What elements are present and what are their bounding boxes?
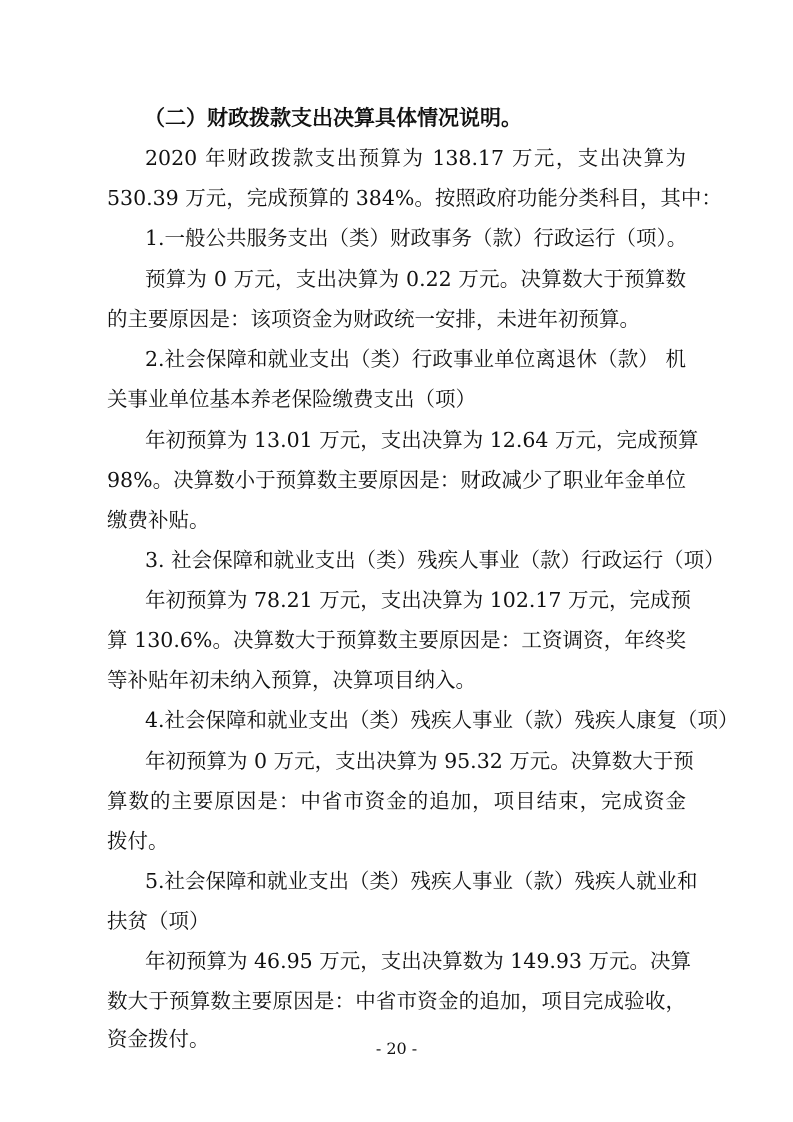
item-2-title-line-2: 关事业单位基本养老保险缴费支出（项） [107, 387, 476, 411]
page-number: - 20 - [375, 1039, 418, 1058]
item-2-body-line-2: 98%。决算数小于预算数主要原因是：财政减少了职业年金单位 [107, 468, 686, 492]
section-heading: （二）财政拨款支出决算具体情况说明。 [144, 105, 522, 130]
item-4-body-line-2: 算数的主要原因是：中省市资金的追加，项目结束，完成资金 [107, 789, 686, 813]
item-2-body-line-3: 缴费补贴。 [107, 508, 210, 532]
item-1-title: 1.一般公共服务支出（类）财政事务（款）行政运行（项）。 [145, 226, 688, 250]
item-2-title-line-1: 2.社会保障和就业支出（类）行政事业单位离退休（款） 机 [145, 347, 686, 371]
intro-line-2: 530.39 万元，完成预算的 384%。按照政府功能分类科目，其中： [107, 186, 722, 210]
item-5-title-line-2: 扶贫（项） [107, 909, 210, 933]
item-1-body-line-2: 的主要原因是：该项资金为财政统一安排，未进年初预算。 [107, 307, 640, 331]
item-4-title: 4.社会保障和就业支出（类）残疾人事业（款）残疾人康复（项） [145, 708, 739, 732]
item-3-body-line-3: 等补贴年初未纳入预算，决算项目纳入。 [107, 668, 476, 692]
item-1-body-line-1: 预算为 0 万元，支出决算为 0.22 万元。决算数大于预算数 [145, 267, 686, 291]
item-5-body-line-2: 数大于预算数主要原因是：中省市资金的追加，项目完成验收， [107, 989, 686, 1013]
item-3-body-line-2: 算 130.6%。决算数大于预算数主要原因是：工资调资，年终奖 [107, 628, 686, 652]
item-5-body-line-1: 年初预算为 46.95 万元，支出决算数为 149.93 万元。决算 [145, 949, 691, 973]
item-5-title-line-1: 5.社会保障和就业支出（类）残疾人事业（款）残疾人就业和 [145, 869, 698, 893]
item-3-body-line-1: 年初预算为 78.21 万元，支出决算为 102.17 万元，完成预 [145, 588, 691, 612]
item-3-title: 3. 社会保障和就业支出（类）残疾人事业（款）行政运行（项） [145, 548, 725, 572]
item-2-body-line-1: 年初预算为 13.01 万元，支出决算为 12.64 万元，完成预算 [145, 428, 699, 452]
item-4-body-line-1: 年初预算为 0 万元，支出决算为 95.32 万元。决算数大于预 [145, 749, 694, 773]
item-4-body-line-3: 拨付。 [107, 829, 169, 853]
item-5-body-line-3: 资金拨付。 [107, 1027, 210, 1051]
intro-line-1: 2020 年财政拨款支出预算为 138.17 万元，支出决算为 [145, 146, 686, 170]
